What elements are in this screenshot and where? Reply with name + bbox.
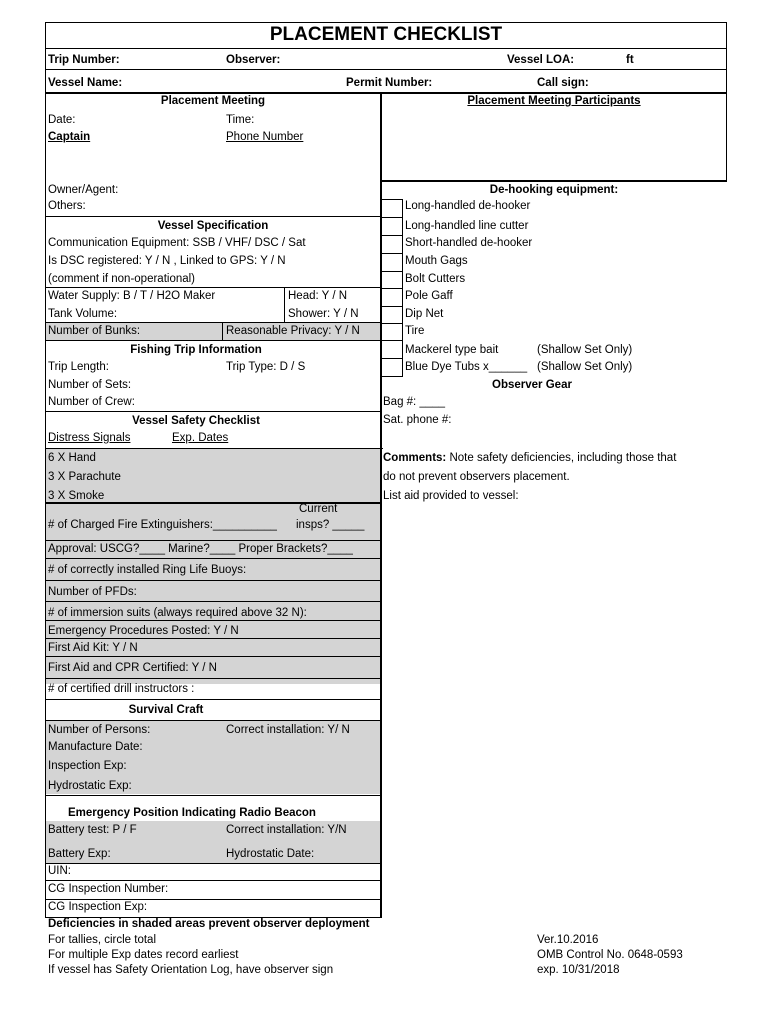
time-label: Time: [226, 114, 255, 126]
observer-gear-heading: Observer Gear [492, 379, 572, 391]
first-aid-kit: First Aid Kit: Y / N [48, 642, 138, 654]
page-title: PLACEMENT CHECKLIST [269, 24, 503, 45]
comments-label: Comments: [383, 452, 447, 464]
checkbox-5[interactable] [381, 271, 403, 289]
others-label: Others: [48, 200, 86, 212]
dehook-item: Long-handled line cutter [405, 220, 529, 232]
observer-label: Observer: [226, 54, 281, 66]
checkbox-4[interactable] [381, 253, 403, 272]
charged-extinguishers: # of Charged Fire Extinguishers:__________ [48, 519, 277, 531]
tallies-note: For tallies, circle total [48, 934, 157, 946]
comments-line-3: List aid provided to vessel: [383, 490, 519, 502]
battery-exp: Battery Exp: [48, 848, 111, 860]
hydrostatic-exp: Hydrostatic Exp: [48, 780, 132, 792]
comment-note: (comment if non-operational) [48, 273, 196, 285]
number-of-bunks: Number of Bunks: [48, 325, 141, 337]
current-label: Current [299, 503, 338, 515]
inspection-exp: Inspection Exp: [48, 760, 127, 772]
reasonable-privacy: Reasonable Privacy: Y / N [226, 325, 360, 337]
number-of-crew: Number of Crew: [48, 396, 135, 408]
checkbox-7[interactable] [381, 306, 403, 324]
dehooking-heading: De-hooking equipment: [489, 184, 619, 196]
participants-heading: Placement Meeting Participants [467, 95, 641, 107]
comments-line-1 [383, 452, 676, 464]
placement-meeting-heading: Placement Meeting [160, 95, 266, 107]
manufacture-date: Manufacture Date: [48, 741, 143, 753]
shallow-set-1: (Shallow Set Only) [537, 344, 633, 356]
vessel-loa-label: Vessel LOA: [507, 54, 575, 66]
vessel-spec-heading: Vessel Specification [157, 220, 269, 232]
dehook-item: Dip Net [405, 308, 444, 320]
comments-line-2: do not prevent observers placement. [383, 471, 570, 483]
dehook-item: Blue Dye Tubs x______ [405, 361, 528, 373]
survival-correct-installation: Correct installation: Y/ N [226, 724, 350, 736]
dehook-item: Short-handled de-hooker [405, 237, 533, 249]
epirb-heading: Emergency Position Indicating Radio Beacon [68, 807, 316, 819]
checkbox-1[interactable] [381, 199, 403, 218]
cg-inspection-number: CG Inspection Number: [48, 883, 169, 895]
fishing-trip-heading: Fishing Trip Information [130, 344, 262, 356]
shower-field: Shower: Y / N [288, 308, 359, 320]
omb-control: OMB Control No. 0648-0593 [537, 949, 683, 961]
ft-label: ft [626, 54, 634, 66]
owner-agent-label: Owner/Agent: [48, 184, 119, 196]
phone-number-label: Phone Number [226, 131, 304, 143]
permit-number-label: Permit Number: [346, 77, 433, 89]
head-field: Head: Y / N [288, 290, 348, 302]
insps-label: insps? _____ [296, 519, 365, 531]
shallow-set-2: (Shallow Set Only) [537, 361, 633, 373]
call-sign-label: Call sign: [537, 77, 589, 89]
checkbox-6[interactable] [381, 288, 403, 307]
deficiencies-note: Deficiencies in shaded areas prevent observer deployment [48, 918, 370, 930]
number-of-pfds: Number of PFDs: [48, 586, 137, 598]
water-supply: Water Supply: B / T / H2O Maker [48, 290, 216, 302]
checkbox-2[interactable] [381, 217, 403, 236]
dehook-item: Tire [405, 325, 425, 337]
trip-type: Trip Type: D / S [226, 361, 306, 373]
drill-instructors: # of certified drill instructors : [48, 683, 195, 695]
first-aid-cpr: First Aid and CPR Certified: Y / N [48, 662, 217, 674]
vessel-name-label: Vessel Name: [48, 77, 123, 89]
battery-test: Battery test: P / F [48, 824, 137, 836]
hydrostatic-date: Hydrostatic Date: [226, 848, 315, 860]
dehook-item: Pole Gaff [405, 290, 453, 302]
comm-equipment: Communication Equipment: SSB / VHF/ DSC / Sat [48, 237, 306, 249]
emergency-procedures: Emergency Procedures Posted: Y / N [48, 625, 239, 637]
dsc-registered: Is DSC registered: Y / N , Linked to GPS: Y / N [48, 255, 286, 267]
checkbox-8[interactable] [381, 323, 403, 341]
version-label: Ver.10.2016 [537, 934, 599, 946]
comments-text-1: Note safety deficiencies, including those that [446, 452, 677, 464]
checkbox-10[interactable] [381, 358, 403, 377]
dehook-item: Long-handled de-hooker [405, 200, 531, 212]
captain-label: Captain [48, 131, 91, 143]
trip-length: Trip Length: [48, 361, 109, 373]
safety-checklist-heading: Vessel Safety Checklist [132, 415, 260, 427]
sat-phone: Sat. phone #: [383, 414, 452, 426]
number-of-persons: Number of Persons: [48, 724, 151, 736]
immersion-suits: # of immersion suits (always required above 32 N): [48, 607, 307, 619]
date-label: Date: [48, 114, 76, 126]
dehook-item: Mouth Gags [405, 255, 468, 267]
checkbox-9[interactable] [381, 340, 403, 359]
smoke-signals: 3 X Smoke [48, 490, 105, 502]
distress-signals: Distress Signals [48, 432, 131, 444]
hand-flares: 6 X Hand [48, 452, 96, 464]
checkbox-3[interactable] [381, 235, 403, 254]
dehook-item: Bolt Cutters [405, 273, 466, 285]
bag-number: Bag #: ____ [383, 396, 446, 408]
ring-life-buoys: # of correctly installed Ring Life Buoys: [48, 564, 247, 576]
dehook-item: Mackerel type bait [405, 344, 499, 356]
uin-label: UIN: [48, 865, 71, 877]
epirb-correct-installation: Correct installation: Y/N [226, 824, 347, 836]
cg-inspection-exp: CG Inspection Exp: [48, 901, 148, 913]
tank-volume: Tank Volume: [48, 308, 118, 320]
multiple-exp-note: For multiple Exp dates record earliest [48, 949, 239, 961]
exp-dates: Exp. Dates [172, 432, 229, 444]
approval-line: Approval: USCG?____ Marine?____ Proper Brackets?____ [48, 543, 353, 555]
exp-date: exp. 10/31/2018 [537, 964, 620, 976]
safety-log-note: If vessel has Safety Orientation Log, have observer sign [48, 964, 334, 976]
number-of-sets: Number of Sets: [48, 379, 132, 391]
survival-craft-heading: Survival Craft [128, 704, 204, 716]
trip-number-label: Trip Number: [48, 54, 120, 66]
parachute-flares: 3 X Parachute [48, 471, 121, 483]
